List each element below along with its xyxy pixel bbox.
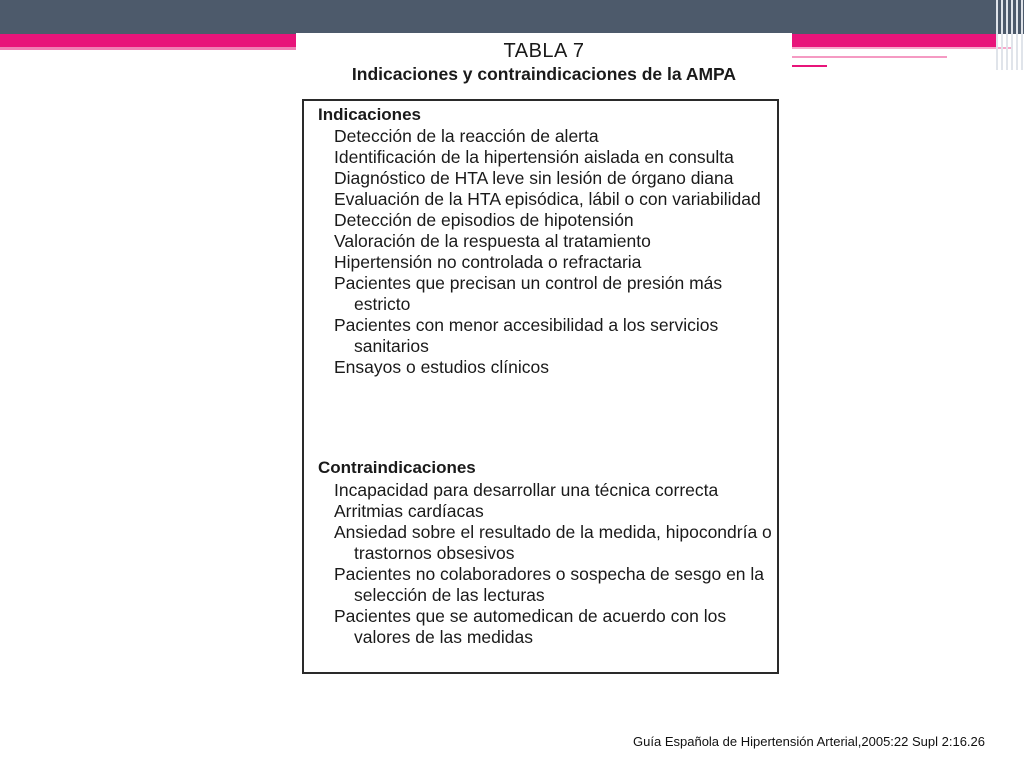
list-item: Diagnóstico de HTA leve sin lesión de órgano diana: [334, 168, 734, 188]
list-item: Evaluación de la HTA episódica, lábil o con variabilidad: [334, 189, 761, 209]
slide-accent-line-right-3: [792, 65, 827, 67]
slide-accent-band-left: [0, 34, 296, 47]
table-box: [302, 99, 779, 674]
slide-accent-line-right-2: [792, 56, 947, 58]
contraindications-heading: Contraindicaciones: [318, 458, 476, 477]
source-citation: Guía Española de Hipertensión Arterial,2005:22 Supl 2:16.26: [633, 734, 985, 749]
slide-header-bar: [0, 0, 1024, 34]
slide-accent-band-right: [792, 34, 996, 47]
list-item: Hipertensión no controlada o refractaria: [334, 252, 642, 272]
list-item: Arritmias cardíacas: [334, 501, 484, 521]
list-item: Incapacidad para desarrollar una técnica correcta: [334, 480, 719, 500]
slide-accent-line-right: [792, 47, 1012, 49]
list-item: Pacientes que precisan un control de presión más estricto: [334, 273, 723, 314]
indications-heading: Indicaciones: [318, 105, 421, 124]
table-number: TABLA 7: [503, 40, 585, 62]
table-image: [296, 33, 792, 683]
list-item: Valoración de la respuesta al tratamiento: [334, 231, 651, 251]
list-item: Pacientes no colaboradores o sospecha de sesgo en la selección de las lecturas: [334, 564, 765, 605]
list-item: Detección de la reacción de alerta: [334, 126, 599, 146]
table-title: Indicaciones y contraindicaciones de la AMPA: [351, 64, 737, 84]
slide-accent-line-left: [0, 47, 296, 50]
list-item: Ensayos o estudios clínicos: [334, 357, 549, 377]
list-item: Pacientes con menor accesibilidad a los servicios sanitarios: [334, 315, 719, 356]
list-item: Pacientes que se automedican de acuerdo con los valores de las medidas: [334, 606, 727, 647]
list-item: Ansiedad sobre el resultado de la medida, hipocondría o trastornos obsesivos: [334, 522, 772, 563]
slide-corner-stripes: [994, 0, 1024, 70]
indications-list: [334, 126, 774, 378]
list-item: Identificación de la hipertensión aislada en consulta: [334, 147, 734, 167]
contraindications-list: [334, 480, 774, 648]
list-item: Detección de episodios de hipotensión: [334, 210, 634, 230]
